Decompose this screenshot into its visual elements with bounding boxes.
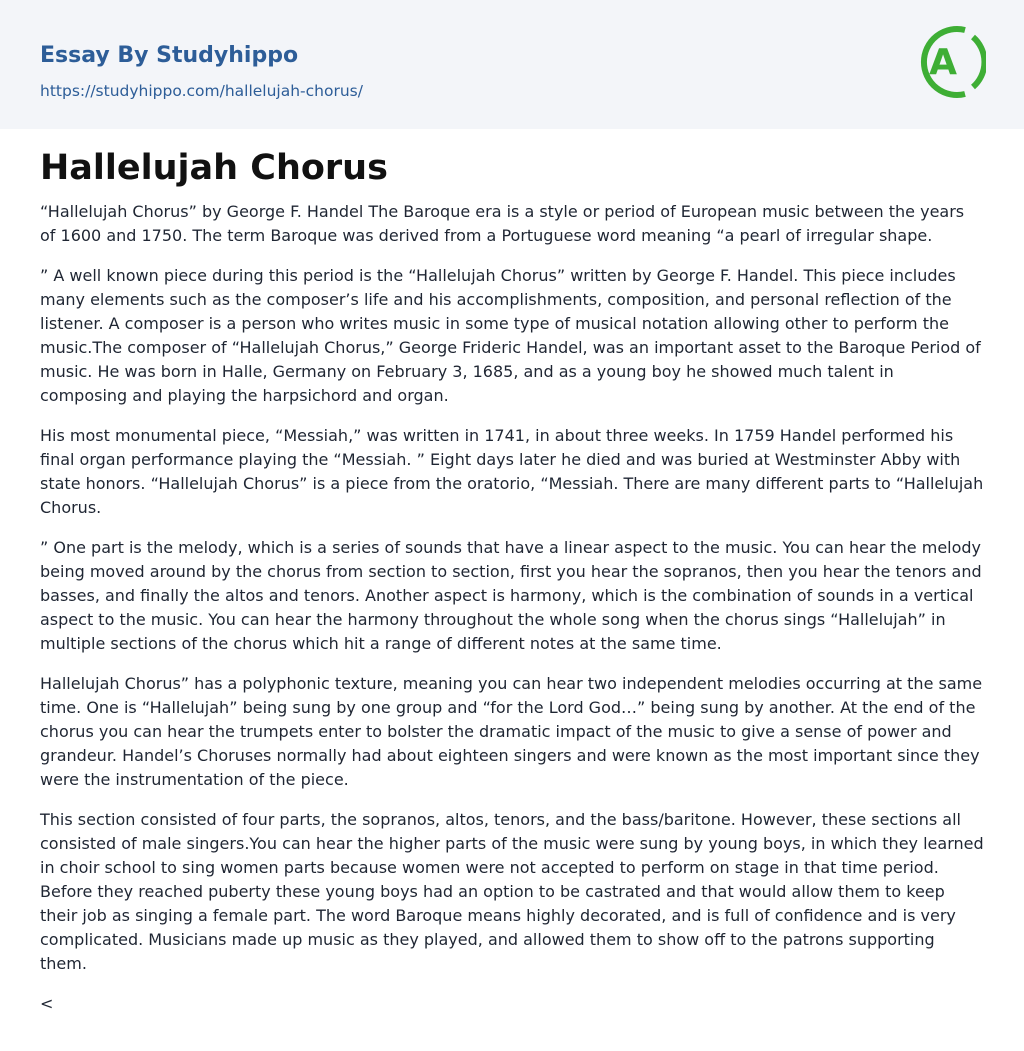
article-body (0, 147, 1024, 1013)
article-paragraph: ” A well known piece during this period is the “Hallelujah Chorus” written by George F. Handel. This piece includes many elements such as the composer’s life and his accomplishments, composition, and personal reflection of the listener. A composer is a person who writes music in some type of musical notation allowing other to perform the music.The composer of “Hallelujah Chorus,” George Frideric Handel, was an important asset to the Baroque Period of music. He was born in Halle, Germany on February 3, 1685, and as a young boy he showed much talent in composing and playing the harpsichord and organ. (40, 266, 981, 405)
article-paragraph: This section consisted of four parts, the sopranos, altos, tenors, and the bass/baritone. However, these sections all consisted of male singers.You can hear the higher parts of the music were sung by young boys, in which they learned in choir school to sing women parts because women were not accepted to perform on stage in that time period. Before they reached puberty these young boys had an option to be castrated and that would allow them to keep their job as singing a female part. The word Baroque means highly decorated, and is full of confidence and is very complicated. Musicians made up music as they played, and allowed them to show off to the patrons supporting them. (40, 810, 984, 973)
article-url-link[interactable]: https://studyhippo.com/hallelujah-chorus/ (40, 82, 363, 100)
article-paragraph: Hallelujah Chorus” has a polyphonic texture, meaning you can hear two independent melodies occurring at the same time. One is “Hallelujah” being sung by one group and “for the Lord God…” being sung by another. At the end of the chorus you can hear the trumpets enter to bolster the dramatic impact of the music to give a sense of power and grandeur. Handel’s Choruses normally had about eighteen singers and were known as the most important since they were the instrumentation of the piece. (40, 674, 983, 789)
logo-letter: A (929, 42, 957, 83)
site-logo-icon[interactable] (916, 19, 986, 105)
article-paragraph: “Hallelujah Chorus” by George F. Handel The Baroque era is a style or period of European music between the years of 1600 and 1750. The term Baroque was derived from a Portuguese word meaning “a pearl of irregular shape. (40, 202, 965, 245)
article-paragraph: ” One part is the melody, which is a series of sounds that have a linear aspect to the music. You can hear the melody being moved around by the chorus from section to section, first you hear the sopranos, then you hear the tenors and basses, and finally the altos and tenors. Another aspect is harmony, which is the combination of sounds in a vertical aspect to the music. You can hear the harmony throughout the whole song when the chorus sings “Hallelujah” in multiple sections of the chorus which hit a range of different notes at the same time. (40, 538, 982, 653)
previous-essay-link[interactable]: < (40, 994, 54, 1013)
page-title: Hallelujah Chorus (40, 148, 388, 188)
article-paragraph: His most monumental piece, “Messiah,” was written in 1741, in about three weeks. In 1759 Handel performed his final organ performance playing the “Messiah. ” Eight days later he died and was buried at Westminster Abby with state honors. “Hallelujah Chorus” is a piece from the oratorio, “Messiah. There are many different parts to “Hallelujah Chorus. (40, 426, 984, 517)
site-brand[interactable]: Essay By Studyhippo (40, 43, 299, 68)
page-header (0, 0, 1024, 129)
